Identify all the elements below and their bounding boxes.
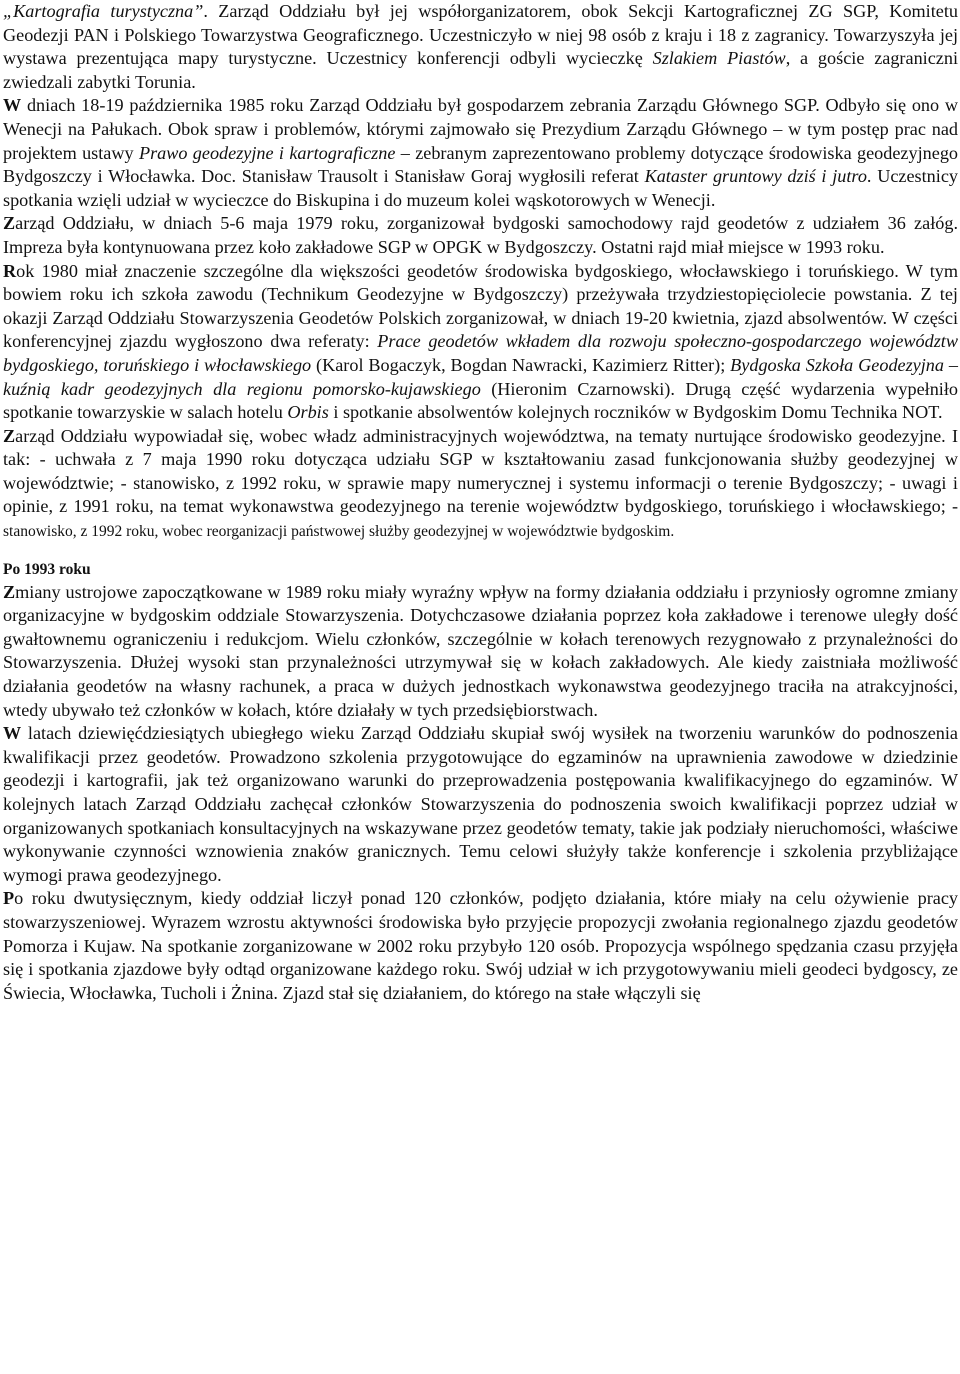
- text-run: Po 1993 roku: [3, 560, 91, 578]
- italic-title: Orbis: [287, 402, 329, 423]
- paragraph: [3, 260, 958, 425]
- text-run: arząd Oddziału, w dniach 5-6 maja 1979 roku, zorganizował bydgoski samochodowy rajd geodetów z udziałem 36 załóg. Impreza była kontynuowana przez koło zakładowe SGP w OPGK w Bydgoszczy. Ostatni rajd miał miejsce w 1993 roku.: [3, 213, 958, 257]
- paragraph-initial: R: [3, 260, 17, 281]
- text-run: . Uczestnicy spotkania wzięli udział w wycieczce do Biskupina i do muzeum kolei wąskotorowych w Wenecji.: [3, 166, 958, 210]
- text-run: ok 1980 miał znaczenie szczególne dla większości geodetów środowiska bydgoskiego, włocławskiego i toruńskiego. W tym bowiem roku ich szkoła zawodu (Technikum Geodezyjne w Bydgoszczy) przeżywała trzydziestopięciolecie powstania. Z tej okazji Zarząd Oddziału Stowarzyszenia Geodetów Polskich zorganizował, w dniach 19-20 kwietnia, zjazd absolwentów. W części konferencyjnej zjazdu wygłoszono dwa referaty:: [3, 260, 958, 352]
- text-run: i spotkanie absolwentów kolejnych roczników w Bydgoskim Domu Technika NOT.: [328, 402, 943, 423]
- paragraph: [3, 722, 958, 887]
- text-run: latach dziewięćdziesiątych ubiegłego wieku Zarząd Oddziału skupiał swój wysiłek na tworzeniu warunków do podnoszenia kwalifikacji przez geodetów. Prowadzono szkolenia przygotowujące do egzaminów na uprawnienia zawodowe w dziedzinie geodezji i kartografii, jak też organizowano warunki do przeprowadzenia postępowania kwalifikacyjnego do egzaminów. W kolejnych latach Zarząd Oddziału zachęcał członków Stowarzyszenia do podnoszenia swoich kwalifikacji poprzez udział w organizowanych spotkaniach konsultacyjnych na wskazywane przez geodetów tematy, takie jak podziały nieruchomości, właściwe wykonywanie czynności wznowienia znaków granicznych. Temu celowi służyły także konferencje i szkolenia przybliżające wymogi prawa geodezyjnego.: [3, 723, 958, 885]
- italic-title: Prace geodetów wkładem dla rozwoju społeczno-gospodarczego województw bydgoskiego, toruńskiego i włocławskiego: [3, 331, 958, 375]
- text-run: , a goście zagraniczni zwiedzali zabytki Torunia.: [3, 48, 959, 92]
- text-run: stanowisko, z 1992 roku, wobec reorganizacji państwowej służby geodezyjnej w województwie bydgoskim.: [3, 523, 675, 541]
- italic-title: Bydgoska Szkoła Geodezyjna – kuźnią kadr geodezyjnych dla regionu pomorsko-kujawskiego: [3, 354, 958, 399]
- paragraph: [3, 581, 958, 723]
- italic-title: Prawo geodezyjne i kartograficzne: [138, 142, 396, 163]
- paragraph: [3, 94, 958, 212]
- text-run: (Karol Bogaczyk, Bogdan Nawracki, Kazimierz Ritter);: [311, 354, 731, 375]
- text-run: – zebranym zaprezentowano problemy dotyczące środowiska geodezyjnego Bydgoszczy i Włocławka. Doc. Stanisław Trausolt i Stanisław Goraj wygłosili referat: [3, 142, 959, 187]
- paragraph-initial: W: [3, 723, 22, 744]
- paragraph: [3, 425, 958, 544]
- paragraph: [3, 887, 958, 1005]
- text-run: miany ustrojowe zapoczątkowane w 1989 roku miały wyraźny wpływ na formy działania oddziału i przyniosły ogromne zmiany organizacyjne w bydgoskim oddziale Stowarzyszenia. Dotychczasowe działania poprzez koła zakładowe i terenowe uległy dość gwałtownemu ograniczeniu i redukcjom. Wielu członków, szczególnie w kołach terenowych rezygnowało z przynależności do Stowarzyszenia. Dłużej wysoki stan przynależności utrzymywał się w kołach zakładowych. Ale kiedy zaistniała możliwość działania geodetów na własny rachunek, a praca w dużych jednostkach wykonawstwa geodezyjnego traciła na atrakcyjności, wtedy ubywało też członków w kołach, które działały w tych przedsiębiorstwach.: [3, 581, 958, 720]
- italic-title: „Kartografia turystyczna”: [3, 1, 204, 21]
- paragraph-initial: Z: [3, 425, 16, 446]
- text-run: . Zarząd Oddziału był jej współorganizatorem, obok Sekcji Kartograficznej ZG SGP, Komitetu Geodezji PAN i Polskiego Towarzystwa Geograficznego. Uczestniczyło w niej 98 osób z kraju i 18 z zagranicy. Towarzyszyła jej wystawa prezentująca mapy turystyczne. Uczestnicy konferencji odbyli wycieczkę: [3, 1, 959, 69]
- text-run: dniach 18-19 października 1985 roku Zarząd Oddziału był gospodarzem zebrania Zarządu Głównego SGP. Odbyło się ono w Wenecji na Pałukach. Obok spraw i problemów, którymi zajmowało się Prezydium Zarządu Głównego – w tym postęp prac nad projektem ustawy: [3, 95, 958, 163]
- paragraph-initial: Z: [3, 213, 16, 234]
- paragraph-initial: W: [3, 95, 22, 116]
- paragraph: [3, 212, 958, 259]
- text-run: arząd Oddziału wypowiadał się, wobec władz administracyjnych województwa, na tematy nurtujące środowisko geodezyjne. I tak: - uchwała z 7 maja 1990 roku dotycząca udziału SGP w kształtowaniu zasad funkcjonowania służby geodezyjnej w województwie; - stanowisko, z 1992 roku, w sprawie mapy numerycznej i systemu informacji o terenie Bydgoszczy; - uwagi i opinie, z 1991 roku, na temat wykonawstwa geodezyjnego na terenie województw bydgoskiego, toruńskiego i włocławskiego; -: [3, 425, 958, 517]
- paragraph-initial: Z: [3, 581, 16, 602]
- paragraph-initial: P: [3, 888, 15, 909]
- text-run: o roku dwutysięcznym, kiedy oddział liczył ponad 120 członków, podjęto działania, które miały na celu ożywienie pracy stowarzyszeniowej. Wyrazem wzrostu aktywności środowiska było przyjęcie propozycji zwołania regionalnego zjazdu geodetów Pomorza i Kujaw. Na spotkanie zorganizowane w 2002 roku przybyło 120 osób. Propozycja wspólnego spędzania czasu przyjęła się i spotkania zjazdowe były odtąd organizowane każdego roku. Swój udział w ich przygotowywaniu mieli geodeci bydgoscy, ze Świecia, Włocławka, Tucholi i Żnina. Zjazd stał się działaniem, do którego na stałe włączyli się: [3, 888, 958, 1003]
- italic-title: Szlakiem Piastów: [652, 48, 786, 69]
- paragraph: [3, 0, 958, 94]
- text-run: (Hieronim Czarnowski). Drugą część wydarzenia wypełniło spotkanie towarzyskie w salach hotelu: [3, 378, 958, 423]
- section-heading: [3, 559, 958, 581]
- italic-title: Kataster gruntowy dziś i jutro: [644, 166, 867, 187]
